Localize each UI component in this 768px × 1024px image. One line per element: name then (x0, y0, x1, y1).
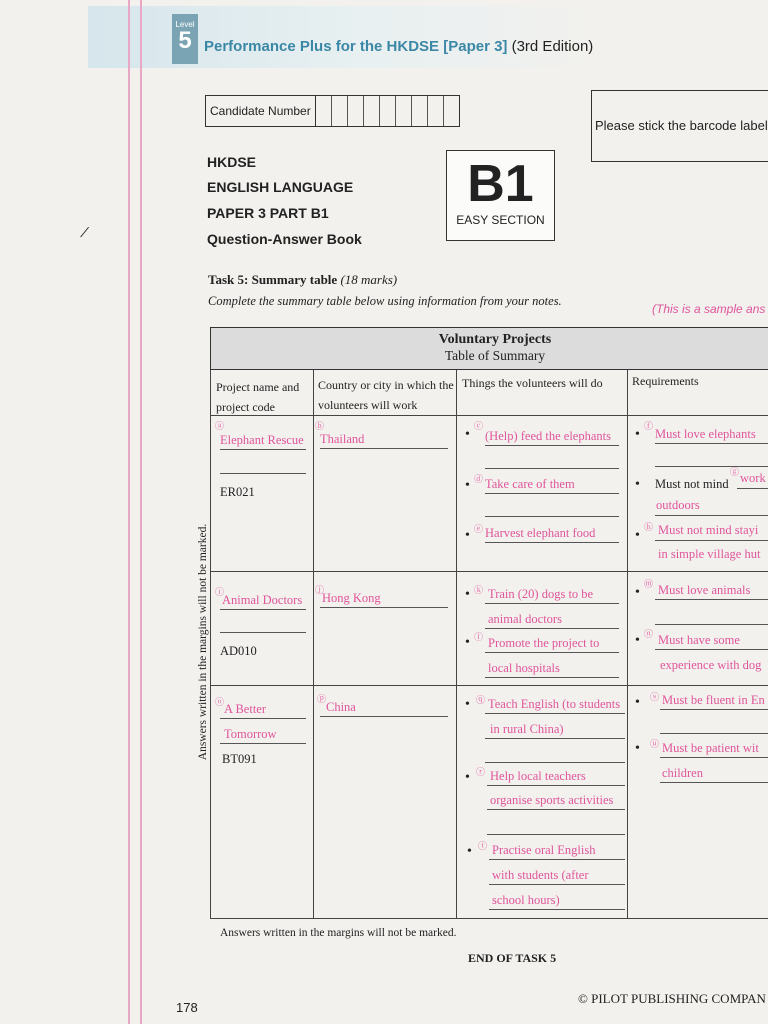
requirement: Must love elephants (655, 427, 756, 441)
section-label: EASY SECTION (456, 213, 545, 227)
volunteer-task: (Help) feed the elephants (485, 429, 611, 443)
publisher: © PILOT PUBLISHING COMPAN (578, 991, 766, 1006)
bottom-note: Answers written in the margins will not be marked. (220, 927, 457, 939)
project-code: BT091 (222, 752, 257, 766)
table-header (210, 327, 768, 370)
exam-title: HKDSE (207, 154, 257, 170)
section-box (446, 150, 555, 241)
edition: (3rd Edition) (511, 38, 594, 55)
paper-title: PAPER 3 PART B1 (207, 205, 329, 221)
series-title: Performance Plus for the HKDSE [Paper 3] (3rd Edition) (204, 38, 594, 55)
volunteer-task: Harvest elephant food (485, 526, 596, 540)
project-name: Elephant Rescue (220, 433, 304, 447)
page-number: 178 (176, 1000, 198, 1015)
requirement: Must not mind (655, 477, 729, 491)
table-subtitle: Table of Summary (444, 348, 546, 363)
level-badge (172, 14, 198, 64)
level-label: Level (175, 20, 195, 29)
column-header: Country or city in which the volunteers will work (318, 378, 454, 412)
task-instruction: Complete the summary table below using information from your notes. (208, 294, 562, 308)
table-title: Voluntary Projects (438, 332, 552, 347)
section-code: B1 (467, 155, 534, 213)
margin-line (128, 0, 130, 1024)
volunteer-task: Promote the project to (488, 636, 600, 650)
project-name: A Better (224, 702, 267, 716)
column-header: Project name and project code (216, 380, 300, 414)
sample-note: (This is a sample ans (652, 302, 766, 316)
barcode-area: Please stick the barcode label (591, 90, 768, 162)
requirement: Must be fluent in En (662, 693, 765, 707)
requirement: Must have some (658, 633, 740, 647)
candidate-number-box (205, 95, 460, 127)
project-location: Hong Kong (322, 591, 381, 605)
column-header: Things the volunteers will do (462, 376, 603, 390)
volunteer-task: Take care of them (485, 477, 575, 491)
volunteer-task: Help local teachers (490, 769, 586, 783)
end-of-task: END OF TASK 5 (468, 951, 557, 965)
requirement: Must love animals (658, 583, 751, 597)
candidate-number-label: Candidate Number (206, 96, 316, 126)
volunteer-task: Teach English (to students (488, 697, 621, 711)
project-code: ER021 (220, 485, 255, 499)
subject-title: ENGLISH LANGUAGE (207, 179, 354, 195)
requirement: Must be patient wit (662, 741, 759, 755)
requirement: Must not mind stayi (658, 523, 759, 537)
volunteer-task: Practise oral English (492, 843, 596, 857)
project-code: AD010 (220, 644, 257, 658)
task-title: Task 5: Summary table (18 marks) (208, 272, 398, 287)
pen-mark: / (78, 221, 91, 243)
task-marks: (18 marks) (340, 272, 398, 287)
project-location: Thailand (320, 432, 365, 446)
project-location: China (326, 700, 356, 714)
summary-table: Voluntary Projects Table of Summary Project name and project code Country or city in which the volunteers will work Things the volunteers will do Requirements ⓐ Elephant Rescue ER021 ⓑ Thailand • ⓒ (Help) feed the elephants • ⓓ Take care of them • ⓔ Harvest elephant food • ⓕ Must love elephants • Must not mind ⓖ work outdoors • ⓗ Must not mind stayi in simple village hut ⓘ Animal Doctors AD010 ⓙ Hong Kong • ⓚ Train (20) dogs to be animal doctors • ⓛ Promote the project to local hospitals • ⓜ Must love animals • ⓝ Must have some experience with dog ⓞ A Better Tomorrow BT091 ⓟ China • ⓠ Teach English (to students in rural China) • ⓡ Help local teachers organise sports activities • ⓣ Practise oral English with students (after school hours) • ⓢ Must be fluent in En • ⓤ Must be patient wit children (210, 327, 768, 919)
margin-note: Answers written in the margins will not be marked. (197, 523, 209, 761)
margin-line (140, 0, 142, 1024)
level-number: 5 (178, 27, 192, 54)
book-title: Question-Answer Book (207, 231, 362, 247)
column-header: Requirements (632, 374, 699, 388)
volunteer-task: Train (20) dogs to be (488, 587, 594, 601)
project-name: Animal Doctors (222, 593, 303, 607)
